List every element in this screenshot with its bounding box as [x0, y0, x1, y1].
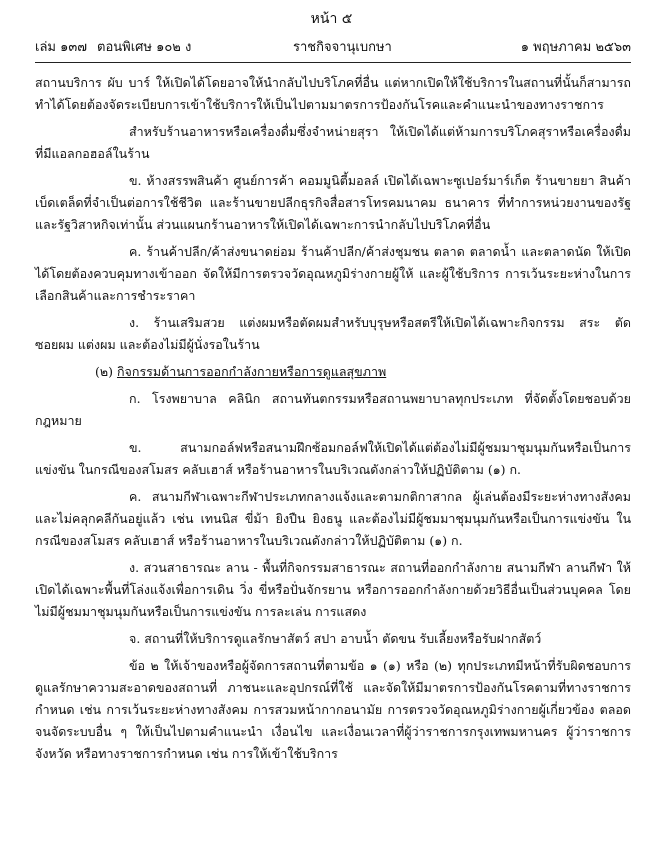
page-header	[35, 36, 631, 54]
paragraph: ค. ร้านค้าปลีก/ค้าส่งขนาดย่อม ร้านค้าปลีก/ค้าส่งชุมชน ตลาด ตลาดน้ำ และตลาดนัด ให้เปิดได้โดยต้องควบคุมทางเข้าออก จัดให้มีการตรวจวัดอุณหภูมิร่างกายผู้ให้ และผู้ใช้บริการ การเว้นระยะห่างในการเลือกสินค้าและการชำระราคา	[35, 244, 631, 303]
header-rule	[35, 62, 631, 63]
volume-label: เล่ม ๑๓๗	[35, 40, 88, 55]
paragraph: ค. สนามกีฬาเฉพาะกีฬาประเภทกลางแจ้งและตามกติกาสากล ผู้เล่นต้องมีระยะห่างทางสังคมและไม่คลุกคลีกันอยู่แล้ว เช่น เทนนิส ขี่ม้า ยิงปืน ยิงธนู และต้องไม่มีผู้ชมมาชุมนุมกันหรือเป็นการแข่งขัน ในกรณีของสโมสร คลับเฮาส์ หรือร้านอาหารในบริเวณดังกล่าวให้ปฏิบัติตาม (๑) ก.	[35, 489, 631, 548]
paragraph: สถานบริการ ผับ บาร์ ให้เปิดได้โดยอาจให้นำกลับไปบริโภคที่อื่น แต่หากเปิดให้ใช้บริการในสถานที่นั้นก็สามารถทำได้โดยต้องจัดระเบียบการเข้าใช้บริการให้เป็นไปตามมาตรการป้องกันโรคและคำแนะนำของทางราชการ	[35, 75, 631, 112]
section-title: กิจกรรมด้านการออกกำลังกายหรือการดูแลสุขภาพ	[116, 364, 387, 379]
publication-date: ๑ พฤษภาคม ๒๕๖๓	[520, 40, 631, 55]
paragraph: ง. ร้านเสริมสวย แต่งผมหรือตัดผมสำหรับบุรุษหรือสตรีให้เปิดได้เฉพาะกิจกรรม สระ ตัด ซอยผม แต่งผม และต้องไม่มีผู้นั่งรอในร้าน	[35, 315, 631, 352]
section-heading	[35, 361, 631, 383]
paragraph: ก. โรงพยาบาล คลินิก สถานทันตกรรมหรือสถานพยาบาลทุกประเภท ที่จัดตั้งโดยชอบด้วยกฎหมาย	[35, 391, 631, 428]
paragraph: ข. สนามกอล์ฟหรือสนามฝึกซ้อมกอล์ฟให้เปิดได้แต่ต้องไม่มีผู้ชมมาชุมนุมกันหรือเป็นการแข่งขัน ในกรณีของสโมสร คลับเฮาส์ หรือร้านอาหารในบริเวณดังกล่าวให้ปฏิบัติตาม (๑) ก.	[35, 440, 631, 477]
paragraph: ง. สวนสาธารณะ ลาน - พื้นที่กิจกรรมสาธารณะ สถานที่ออกกำลังกาย สนามกีฬา ลานกีฬา ให้เปิดได้เฉพาะพื้นที่โล่งแจ้งเพื่อการเดิน วิ่ง ขี่หรือปั่นจักรยาน หรือการออกกำลังกายด้วยวิธีอื่นเป็นส่วนบุคคล โดยไม่มีผู้ชมมาชุมนุมกันหรือเป็นการแข่งขัน การละเล่น การแสดง	[35, 560, 631, 619]
paragraph: จ. สถานที่ให้บริการดูแลรักษาสัตว์ สปา อาบน้ำ ตัดขน รับเลี้ยงหรือรับฝากสัตว์	[129, 631, 542, 646]
paragraph: ข้อ ๒ ให้เจ้าของหรือผู้จัดการสถานที่ตามข้อ ๑ (๑) หรือ (๒) ทุกประเภทมีหน้าที่รับผิดชอบการดูแลรักษาความสะอาดของสถานที่ ภาชนะและอุปกรณ์ที่ใช้ และจัดให้มีมาตรการป้องกันโรคตามที่ทางราชการกำหนด เช่น การเว้นระยะห่างทางสังคม การสวมหน้ากากอนามัย การตรวจวัดอุณหภูมิร่างกายผู้เกี่ยวข้อง ตลอดจนจัดระบบอื่น ๆ ให้เป็นไปตามคำแนะนำ เงื่อนไข และเงื่อนเวลาที่ผู้ว่าราชการกรุงเทพมหานคร ผู้ว่าราชการจังหวัด หรือทางราชการกำหนด เช่น การให้เข้าใช้บริการ	[35, 658, 631, 761]
page-number: หน้า ๕	[310, 11, 353, 27]
publication-name: ราชกิจจานุเบกษา	[293, 40, 392, 55]
document-body	[35, 72, 631, 770]
paragraph: ข. ห้างสรรพสินค้า ศูนย์การค้า คอมมูนิตี้มอลล์ เปิดได้เฉพาะซูเปอร์มาร์เก็ต ร้านขายยา สินค้าเบ็ดเตล็ดที่จำเป็นต่อการใช้ชีวิต และร้านขายปลีกธุรกิจสื่อสารโทรคมนาคม ธนาคาร ที่ทำการหน่วยงานของรัฐและรัฐวิสาหกิจเท่านั้น ส่วนแผนกร้านอาหารให้เปิดได้เฉพาะการนำกลับไปบริโภคที่อื่น	[35, 173, 631, 232]
part-label: ตอนพิเศษ ๑๐๒ ง	[97, 40, 192, 55]
section-number: (๒)	[95, 364, 113, 379]
paragraph: สำหรับร้านอาหารหรือเครื่องดื่มซึ่งจำหน่ายสุรา ให้เปิดได้แต่ห้ามการบริโภคสุราหรือเครื่องดื่มที่มีแอลกอฮอล์ในร้าน	[35, 124, 631, 161]
